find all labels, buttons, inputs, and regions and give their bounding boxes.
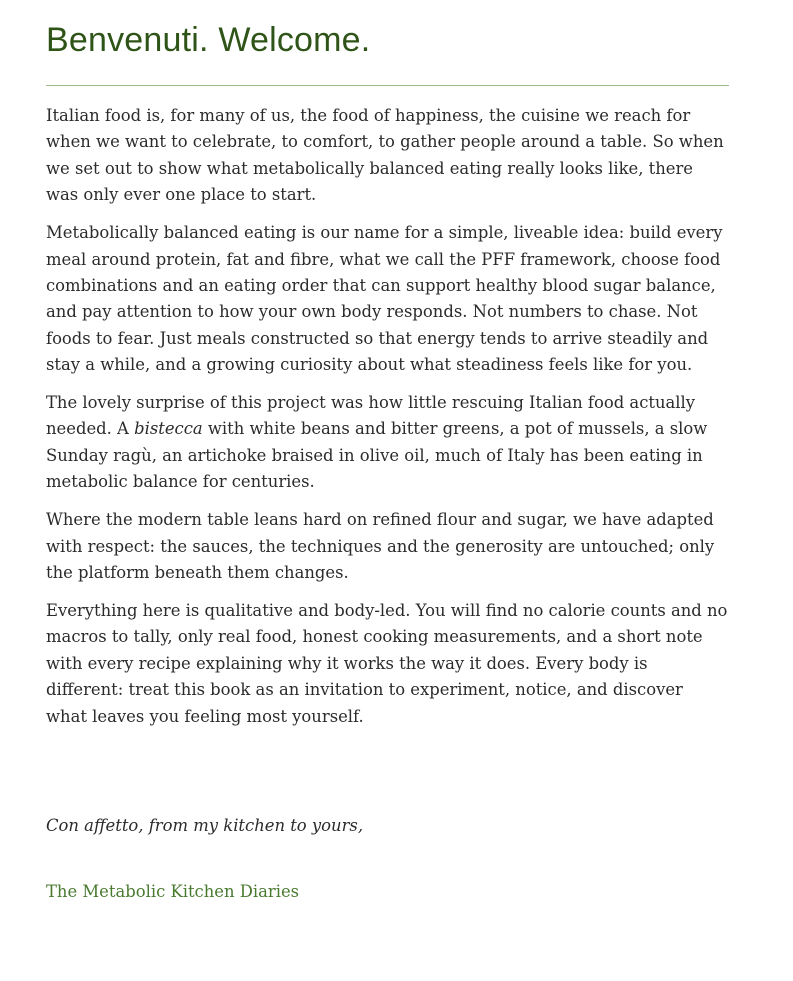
intro-paragraph-3 <box>46 390 729 496</box>
heading-divider <box>46 85 729 86</box>
paragraph-3-rest: with white beans and bitter greens, a pot of mussels, a slow Sunday ragù, an artichoke braised in olive oil, much of Italy has been eating in metabolic balance for centuries. <box>46 419 708 492</box>
signature: The Metabolic Kitchen Diaries <box>46 882 300 901</box>
intro-paragraph-2: Metabolically balanced eating is our name for a simple, liveable idea: build every meal around protein, fat and fibre, what we call the PFF framework, choose food combinations and an eating order that can support healthy blood sugar balance, and pay attention to how your own body responds. Not numbers to chase. Not foods to fear. Just meals constructed so that energy tends to arrive steadily and stay a while, and a growing curiosity about what steadiness feels like for you. <box>46 223 723 375</box>
intro-paragraph-4: Where the modern table leans hard on refined flour and sugar, we have adapted with respect: the sauces, the techniques and the generosity are untouched; only the platform beneath them changes. <box>46 510 715 582</box>
welcome-page <box>46 0 729 741</box>
closing-salutation: Con affetto, from my kitchen to yours, <box>46 816 364 835</box>
intro-paragraph-1: Italian food is, for many of us, the food of happiness, the cuisine we reach for when we want to celebrate, to comfort, to gather people around a table. So when we set out to show what metabolically balanced eating really looks like, there was only ever one place to start. <box>46 106 724 205</box>
paragraph-3-emphasis: bistecca <box>134 419 203 439</box>
page-title: Benvenuti. Welcome. <box>46 21 371 59</box>
paragraph-3-lead: The lovely surprise of this project was how little rescuing Italian food actually needed. A <box>46 393 696 439</box>
intro-body <box>46 103 729 730</box>
intro-paragraph-5: Everything here is qualitative and body-led. You will find no calorie counts and no macros to tally, only real food, honest cooking measurements, and a short note with every recipe explaining why it works the way it does. Every body is different: treat this book as an invitation to experiment, notice, and discover what leaves you feeling most yourself. <box>46 600 728 726</box>
